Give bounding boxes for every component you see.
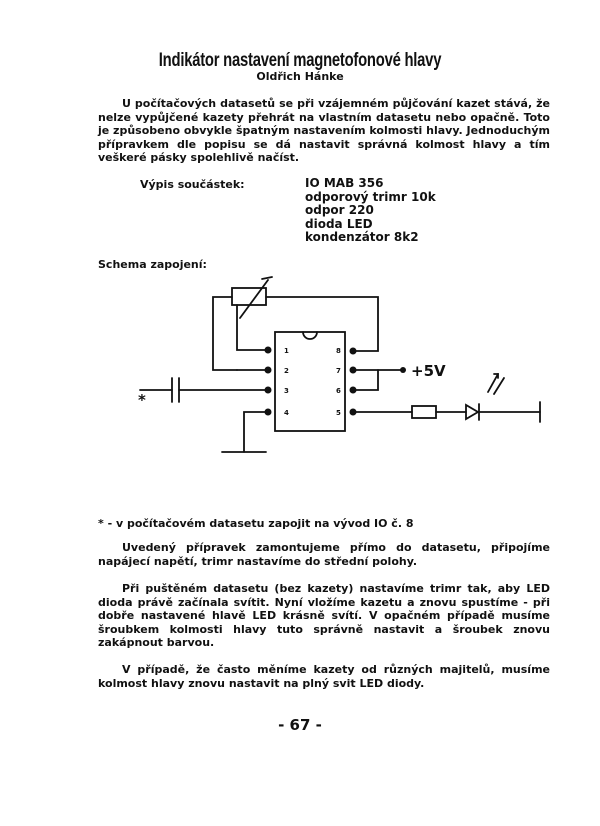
pin3-dot [265, 387, 272, 394]
pin-label: 2 [284, 367, 289, 375]
pin-label: 1 [284, 347, 289, 355]
intro-paragraph: U počítačových datasetů se při vzájemném půjčování kazet stává, že nelze vypůjčené kazety přehrát na vlastním datasetu nebo opačně. Toto je způsobeno obvykle špatným nastavením kolmosti hlavy. Jednoduchým přípravkem dle popisu se dá nastavit správná kolmost hlavy a tím veškeré pásky spolehlivě načíst. [98, 97, 551, 165]
schema-label: Schema zapojení: [98, 258, 207, 271]
pin5-dot [350, 409, 357, 416]
pin-label: 4 [284, 409, 289, 417]
pin6-dot [350, 387, 357, 394]
pin-label: 6 [336, 387, 341, 395]
parts-list-label: Výpis součástek: [140, 178, 245, 191]
pin2-dot [265, 367, 272, 374]
part-item: odpor 220 [305, 203, 374, 217]
supply-label: +5V [411, 362, 446, 380]
part-item: dioda LED [305, 216, 373, 231]
pin4-dot [265, 409, 272, 416]
trimmer-wiper-wire [237, 305, 268, 350]
pin8-dot [350, 348, 357, 355]
pin-label: 7 [336, 367, 341, 375]
ic-notch [303, 332, 317, 339]
part-item: kondenzátor 8k2 [305, 230, 419, 244]
pin-label: 3 [284, 387, 289, 395]
supply-terminal [400, 367, 406, 373]
trimmer-arrow-tip [262, 277, 272, 279]
body-paragraph: Při puštěném datasetu (bez kazety) nastavíme trimr tak, aby LED dioda právě začínala svítit. Nyní vložíme kazetu a znovu spustíme - při dobře nastavené hlavě LED krásně svítí. V opačném případě musíme šroubkem kolmosti hlavy tuto správně nastavit a šroubek znovu zakápnout barvou. [98, 582, 550, 650]
article-author: Oldřich Hánke [256, 70, 344, 83]
footnote: * - v počítačovém datasetu zapojit na vývod IO č. 8 [98, 517, 414, 530]
pin6-wire [353, 370, 378, 390]
led-light-arrows [488, 374, 504, 394]
part-item: IO MAB 356 [305, 176, 384, 190]
led-diode [466, 405, 478, 419]
trimmer-left-wire [213, 297, 237, 370]
trimmer-right-wire [266, 297, 378, 351]
pin-label: 5 [336, 409, 341, 417]
part-item: odporový trimr 10k [305, 189, 436, 204]
page-number: - 67 - [278, 716, 322, 734]
trimmer-arrow [240, 280, 268, 318]
body-paragraph: Uvedený přípravek zamontujeme přímo do datasetu, připojíme napájecí napětí, trimr nastavíme do střední polohy. [98, 541, 550, 568]
pin1-dot [265, 347, 272, 354]
body-paragraph: V případě, že často měníme kazety od různých majitelů, musíme kolmost hlavy znovu nastavit na plný svit LED diody. [98, 663, 550, 690]
resistor-220 [412, 406, 436, 418]
input-asterisk: * [138, 391, 146, 409]
article-title: Indikátor nastavení magnetofonové hlavy [158, 50, 442, 71]
pin-label: 8 [336, 347, 341, 355]
pin7-dot [350, 367, 357, 374]
pin4-wire [244, 412, 268, 452]
